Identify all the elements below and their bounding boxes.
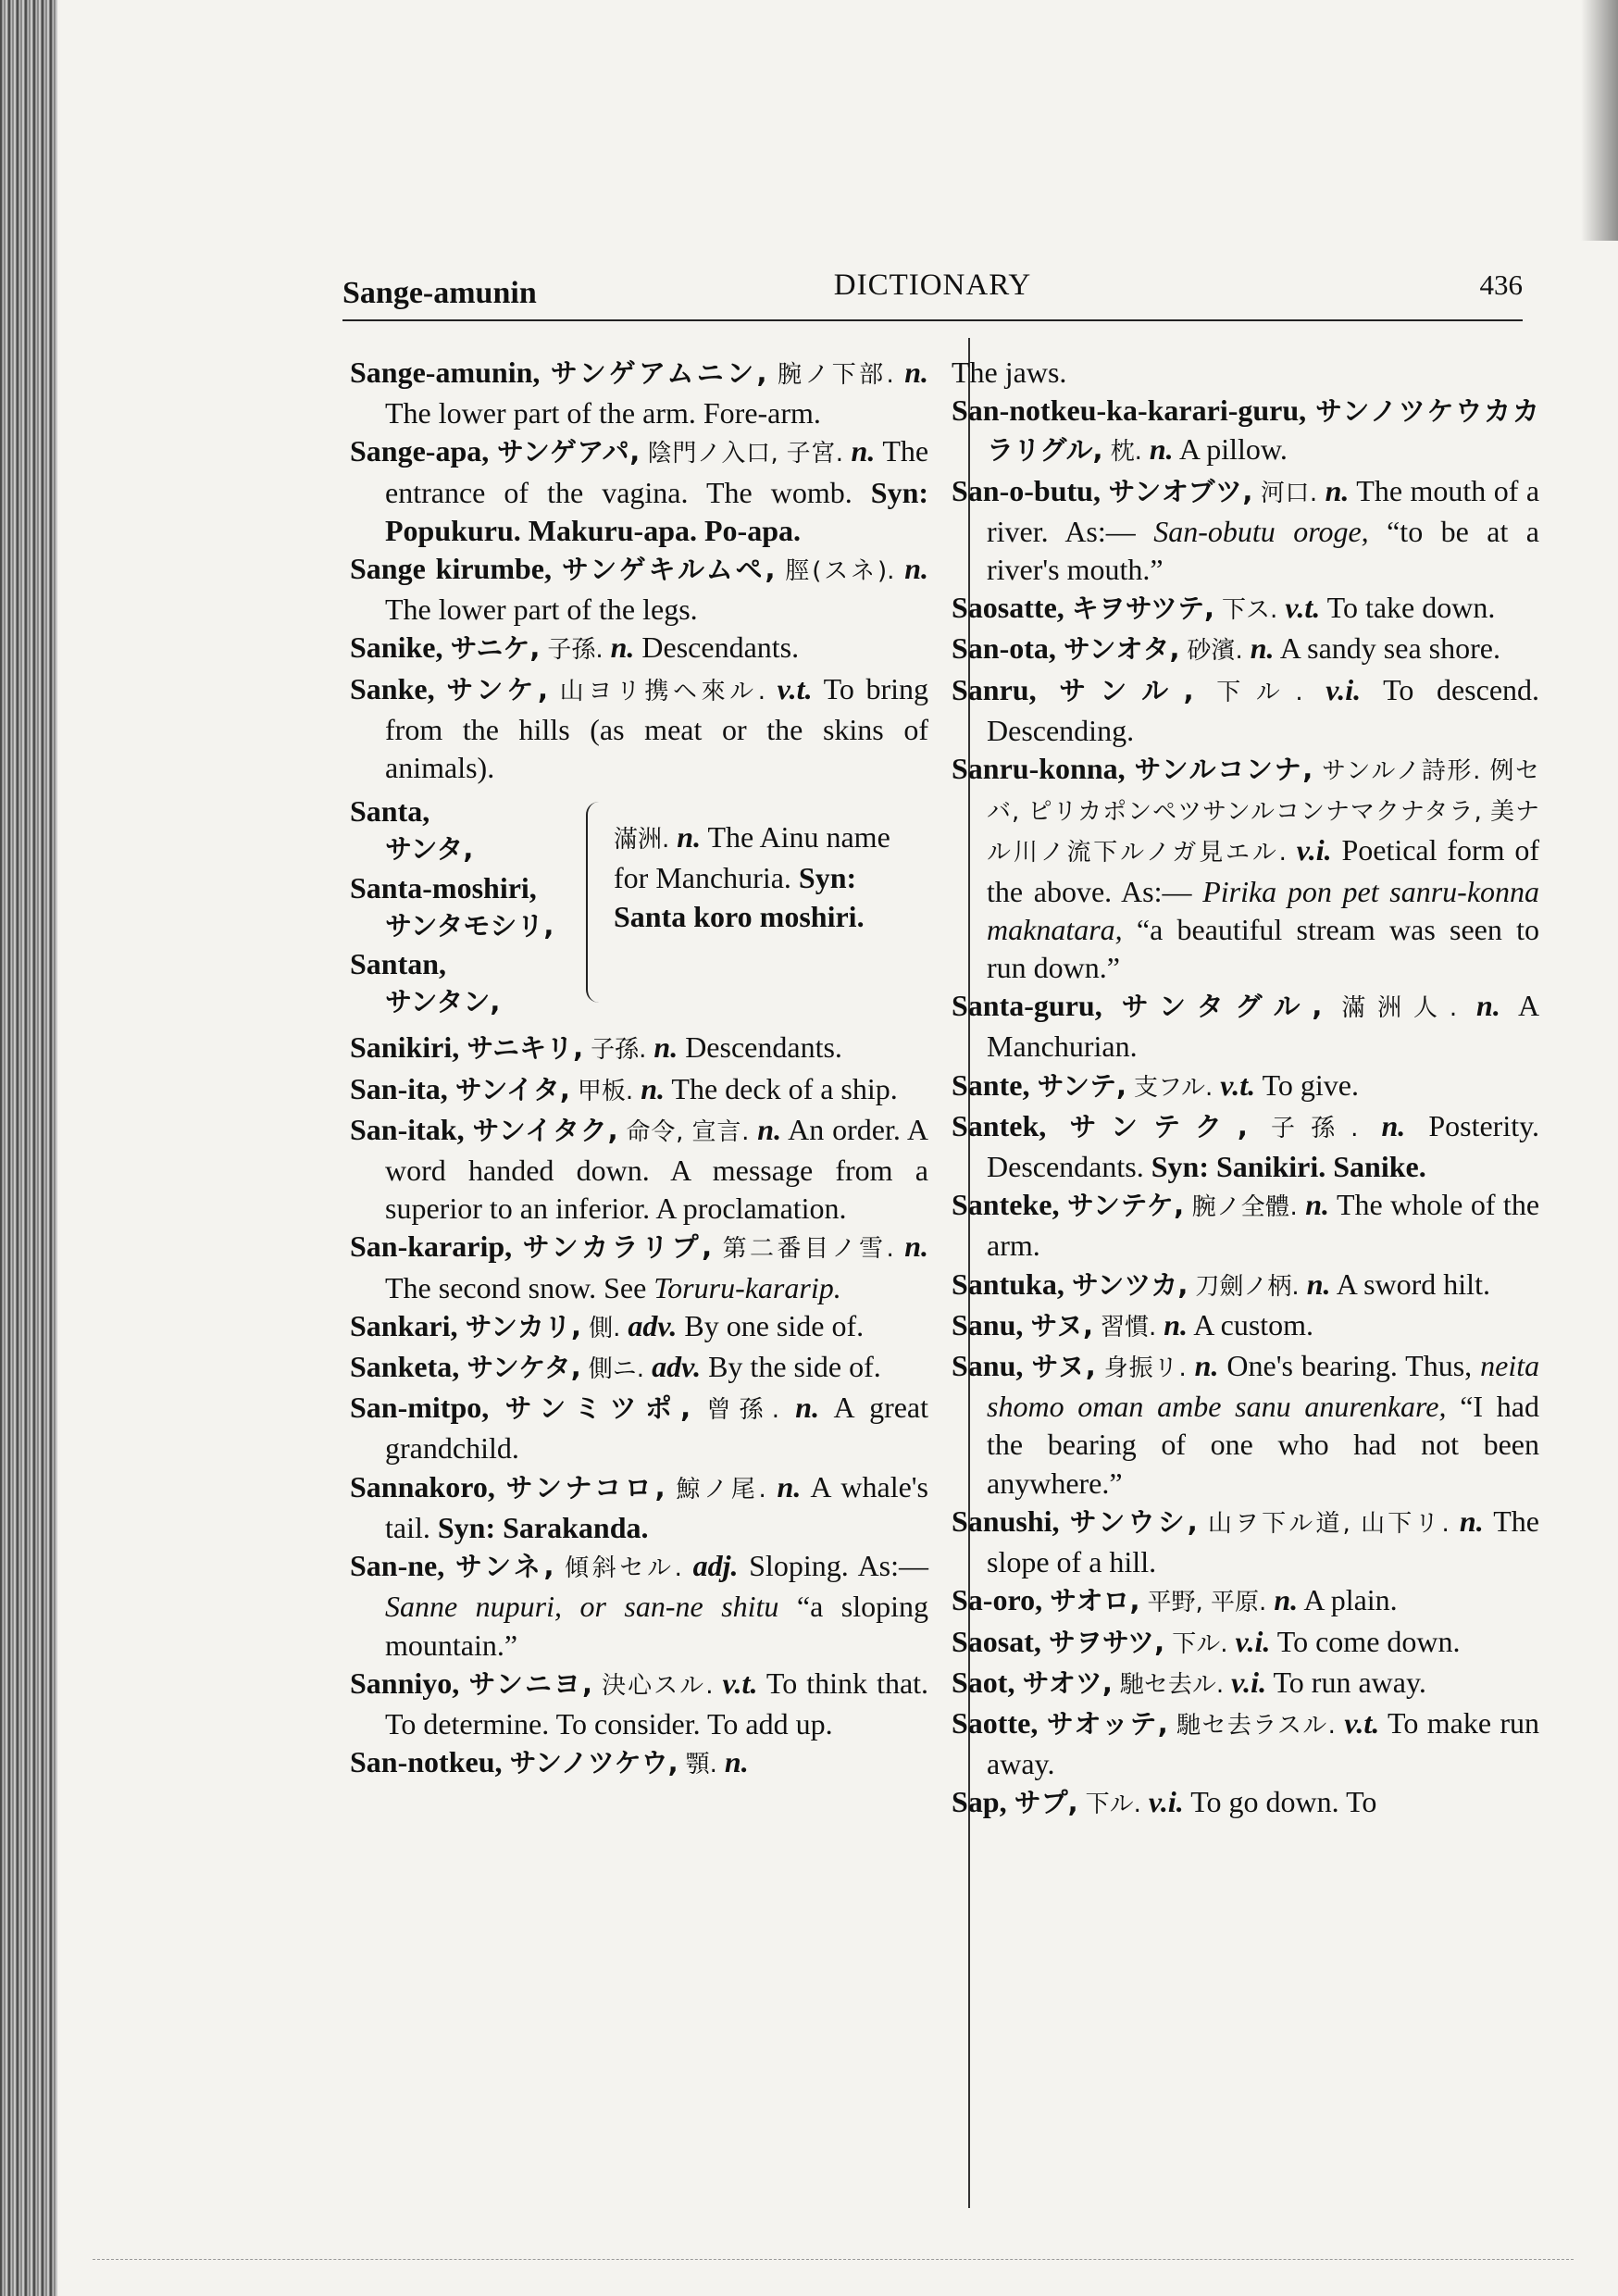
dictionary-entry [350,1029,928,1069]
entry-kana: サンカラリプ, [522,1231,713,1264]
entry-grammar: adv. [652,1350,702,1384]
entry-kana: サオロ, [1050,1585,1140,1617]
entry-gloss: 側. [589,1314,621,1342]
entry-headword: Sa-oro, [952,1583,1043,1617]
dictionary-entry [350,1468,928,1547]
entry-translation: “to be at a river's mouth.” [987,514,1539,587]
entry-definition: A custom. [1193,1307,1314,1341]
entry-gloss: 山ヨリ携ヘ來ル. [559,677,766,705]
entry-headword: Sange-amunin, [350,356,541,389]
entry-gloss: 顎. [685,1751,717,1779]
entry-syn-label: Syn: [798,861,857,895]
entry-headword: Sanike, [350,630,443,665]
entry-definition: The lower part of the arm. Fore-arm. [385,396,821,430]
entry-grammar: n. [1381,1108,1406,1142]
entry-grammar: v.i. [1148,1785,1184,1819]
entry-headword: Sante, [952,1067,1030,1102]
page-number: 436 [1479,268,1523,301]
dictionary-entry [350,1389,928,1467]
dictionary-entry [952,750,1539,987]
entry-headword: Saosatte, [952,591,1064,625]
entry-headword: Santa-moshiri, [350,870,537,905]
entry-kana: サンオブツ, [1108,475,1253,507]
dictionary-entry [952,630,1539,670]
entry-definition: To come down. [1276,1624,1461,1658]
entry-gloss: 側ニ. [588,1355,645,1384]
entry-example: Sanne nupuri, or san-ne shitu [385,1590,779,1624]
entry-grammar: v.t. [777,671,813,705]
entry-gloss: 第二番目ノ雪. [722,1235,894,1264]
entry-kana: サンゲアパ, [496,436,641,468]
dictionary-entry [952,1107,1539,1186]
entry-kana: サンイタク, [472,1114,618,1146]
entry-definition: A pillow. [1178,432,1288,467]
entry-definition: A whale's tail. [385,1469,929,1544]
entry-kana: サンル, [1059,674,1194,706]
entry-definition: A plain. [1303,1583,1398,1617]
entry-headword: Sanikiri, [350,1030,460,1065]
entry-definition: To run away. [1273,1665,1426,1699]
entry-headword: Sap, [952,1785,1007,1819]
entry-kana: サニケ, [450,632,541,665]
entry-kana: サニキリ, [467,1032,584,1065]
entry-grammar: n. [904,552,929,586]
entry-syn-label: Syn: [870,475,929,509]
entry-definition: Sloping. As:— [749,1549,929,1583]
dictionary-entry [350,1070,928,1111]
entry-grammar: n. [1274,1583,1299,1617]
entry-grammar: v.i. [1296,833,1332,867]
entry-headword: Santuka, [952,1267,1064,1301]
entry-kana: サンテケ, [1066,1190,1185,1222]
entry-grammar: v.t. [722,1666,758,1700]
entry-headword: San-kararip, [350,1229,513,1264]
entry-kana: サンゲキルムペ, [561,554,776,586]
entry-grammar: v.t. [1344,1705,1380,1740]
entry-headword: San-ota, [952,631,1056,666]
dictionary-entry [952,354,1539,392]
dictionary-entry [952,1067,1539,1107]
entry-headword: San-itak, [350,1112,465,1146]
entry-grammar: n. [641,1071,665,1105]
dictionary-entry [952,1623,1539,1664]
entry-grammar: n. [1250,631,1275,666]
entry-definition: Descendants. [685,1030,842,1065]
entry-kana: サプ, [1014,1787,1078,1819]
entry-definition: To think that. To determine. To consider. To add up. [385,1666,929,1741]
entry-kana: サンテク, [1069,1110,1248,1142]
header-guide-word: Sange-amunin [342,276,537,310]
entry-grammar: v.t. [1285,591,1321,625]
entry-definition: To take down. [1326,591,1496,625]
entry-gloss: 決心スル. [602,1671,714,1700]
entry-translation: “a beautiful stream was seen to run down.” [987,912,1540,985]
entry-gloss: 山ヲ下ル道, 山下リ. [1207,1509,1450,1538]
entry-grammar: v.t. [1220,1067,1256,1102]
entry-gloss: 枕. [1110,438,1142,467]
entry-definition: The second snow. See [385,1270,647,1304]
entry-gloss: 下ル. [1216,678,1303,706]
dictionary-entry [350,1547,928,1665]
entry-kana: サンカリ, [465,1310,582,1342]
entry-example: neita shomo oman ambe sanu anurenkare, [987,1349,1540,1424]
entry-definition: The mouth of a river. As:— [987,473,1540,548]
entry-kana: サンイタ, [454,1073,570,1105]
entry-kana: サヌ, [1030,1309,1093,1341]
entry-headword: Sanushi, [952,1504,1060,1538]
entry-translation: “a sloping mountain.” [385,1590,928,1662]
entry-grammar: n. [795,1391,820,1425]
entry-grammar: n. [1325,473,1350,507]
entry-grammar: n. [724,1745,749,1779]
entry-grammar: n. [1306,1267,1331,1301]
entry-grammar: n. [904,356,929,389]
entry-syn-label: Syn: [437,1510,496,1544]
dictionary-entry [350,1348,928,1389]
entry-kana: サンネ, [454,1551,554,1583]
dictionary-entry [350,1743,928,1784]
entry-gloss: 子孫. [591,1036,647,1065]
entry-definition: The deck of a ship. [671,1071,898,1105]
entry-gloss: 馳セ去ラスル. [1176,1711,1336,1740]
entry-gloss: 腕ノ下部. [777,361,894,389]
entry-gloss: 脛(スネ). [785,557,895,586]
entry-grammar: n. [1164,1307,1189,1341]
dictionary-entry [952,1503,1539,1581]
entry-headword: Sange-apa, [350,434,490,468]
entry-definition: To give. [1262,1067,1359,1102]
entry-gloss: 子孫. [547,636,604,665]
entry-synonyms: Popukuru. Makuru-apa. Po-apa. [385,513,801,547]
entry-kana: サヌ, [1031,1351,1096,1383]
dictionary-entry [952,671,1539,750]
entry-kana: サンケタ, [467,1352,581,1384]
entry-definition: The Ainu name for Manchuria. [614,820,890,895]
entry-gloss: 砂濱. [1187,637,1243,666]
entry-headword: Saot, [952,1665,1015,1699]
entry-definition: The whole of the arm. [987,1188,1540,1263]
dictionary-entry [952,1347,1539,1503]
header-rule [342,319,1523,321]
entry-grammar: n. [1194,1349,1219,1383]
entry-kana: サンタモシリ, [385,909,554,942]
entry-kana: サオッテ, [1046,1707,1168,1740]
entry-kana: サンオタ, [1063,633,1180,666]
entry-synonyms: Sanikiri. Sanike. [1215,1150,1426,1184]
entry-kana: サンルコンナ, [1134,754,1313,786]
group-headwords [350,792,586,1021]
entry-definition: To go down. To [1190,1785,1377,1819]
entry-synonyms: Santa koro moshiri. [614,899,865,933]
brace-icon [586,802,606,1003]
entry-headword: San-ne, [350,1549,445,1583]
entry-gloss: 下ル. [1085,1791,1141,1819]
entry-headword: Santa, [350,794,430,829]
entry-kana: サンタン, [385,986,501,1018]
dictionary-entry [952,392,1539,471]
dictionary-entry [350,1228,928,1306]
left-column [350,354,928,1784]
dictionary-entry [952,1581,1539,1622]
entry-kana: サンケ, [446,673,548,705]
entry-grammar: n. [653,1030,678,1065]
entry-example: Pirika pon pet sanru-konna maknatara, [987,874,1540,946]
entry-gloss: 子孫. [1271,1114,1359,1142]
entry-gloss: 下ル. [1172,1629,1228,1658]
entry-kana: サンナコロ, [505,1471,666,1504]
page-corner-shadow [1581,0,1618,241]
dictionary-entry [350,354,928,432]
entry-grammar: n. [1305,1188,1330,1222]
entry-definition: The entrance of the vagina. The womb. [385,434,929,509]
entry-headword: Santeke, [952,1188,1060,1222]
entry-grammar: n. [610,630,635,665]
entry-gloss: 下ス. [1222,596,1278,625]
dictionary-entry [952,987,1539,1066]
entry-syn-label: Syn: [1151,1150,1209,1184]
entry-kana: サンノツケウ, [509,1747,678,1779]
entry-headword: San-notkeu, [350,1745,503,1779]
entry-gloss: 命令, 宣言. [626,1117,750,1146]
entry-grammar: n. [904,1229,929,1264]
entry-headword: Sange kirumbe, [350,552,553,586]
entry-kana: サンタグル, [1121,991,1323,1023]
entry-headword: Sanketa, [350,1350,460,1384]
entry-kana: サンタ, [385,833,474,866]
right-column [952,354,1539,1825]
dictionary-entry [350,550,928,629]
entry-gloss: 馳セ去ル. [1119,1670,1225,1699]
entry-grammar: n. [1459,1504,1484,1538]
entry-headword: Saotte, [952,1705,1039,1740]
entry-definition: A great grandchild. [385,1391,929,1466]
entry-grammar: n. [677,820,702,855]
entry-headword: San-o-butu, [952,473,1101,507]
entry-definition: Posterity. Descendants. [987,1108,1540,1184]
dictionary-entry [952,589,1539,630]
grouped-entry-santa [350,792,928,1021]
entry-grammar: v.i. [1231,1665,1267,1699]
entry-gloss: サンルノ詩形. 例セバ, ピリカポンペツサンルコンナマクナタラ, 美ナル川ノ流下ルノガ見エル. [987,757,1540,867]
entry-gloss: 身振リ. [1103,1354,1187,1383]
entry-kana: サンゲアムニン, [550,357,767,389]
entry-example: Toruru-kararip. [653,1270,841,1304]
page-bottom-edge [93,2259,1574,2262]
dictionary-entry [350,1665,928,1743]
entry-grammar: n. [1149,432,1174,467]
entry-definition: A sandy sea shore. [1279,631,1500,666]
entry-definition: The slope of a hill. [987,1504,1539,1579]
entry-headword: Sanru-konna, [952,752,1126,786]
entry-grammar: adv. [628,1308,678,1342]
entry-headword: Saosat, [952,1624,1041,1658]
entry-kana: キヲサツテ, [1071,593,1215,625]
entry-headword: Sanke, [350,671,435,705]
dictionary-entry [952,1664,1539,1704]
entry-gloss: 滿洲. [614,826,670,855]
entry-grammar: v.i. [1326,672,1362,706]
entry-gloss: 曾孫. [706,1396,780,1425]
entry-gloss: 傾斜セル. [565,1554,682,1583]
dictionary-entry [350,670,928,788]
entry-headword: Sanru, [952,672,1037,706]
entry-kana: サオツ, [1022,1666,1113,1699]
running-header [342,268,1523,315]
dictionary-entry [952,1306,1539,1347]
dictionary-entry [350,1307,928,1348]
entry-headword: San-ita, [350,1071,448,1105]
entry-synonyms: Sarakanda. [503,1510,649,1544]
entry-definition: An order. A word handed down. A message from a superior to an inferior. A proclamation. [385,1112,928,1226]
entry-headword: Sankari, [350,1308,458,1342]
entry-gloss: 支フル. [1134,1073,1214,1102]
entry-grammar: adj. [692,1549,739,1583]
entry-definition: A Manchurian. [987,989,1540,1064]
entry-definition: One's bearing. Thus, [1226,1349,1473,1383]
entry-definition: A sword hilt. [1336,1267,1490,1301]
entry-headword: San-mitpo, [350,1391,490,1425]
entry-gloss: 陰門ノ入口, 子宮. [647,440,843,468]
dictionary-entry [952,1266,1539,1306]
entry-definition: Descendants. [641,630,800,665]
entry-kana: サヲサツ, [1048,1626,1165,1658]
entry-headword: Sannakoro, [350,1469,495,1504]
entry-translation: “I had the bearing of one who had not been anywhere.” [987,1390,1540,1500]
entry-definition: To make run away. [987,1705,1540,1781]
entry-gloss: 鯨ノ尾. [676,1475,766,1504]
entry-gloss: 平野, 平原. [1147,1589,1267,1617]
entry-definition: The jaws. [952,356,1067,389]
dictionary-entry [952,472,1539,590]
entry-kana: サンウシ, [1069,1505,1198,1538]
entry-kana: サンノツケウカカラリグル, [987,395,1539,467]
entry-kana: サンテ, [1037,1069,1127,1102]
entry-gloss: 甲板. [577,1077,634,1105]
entry-example: San-obutu oroge, [1153,514,1369,548]
entry-definition: Poetical form of the above. As:— [987,833,1539,908]
entry-definition: By one side of. [684,1308,865,1342]
entry-grammar: n. [757,1112,782,1146]
dictionary-entry [952,1186,1539,1265]
dictionary-entry [350,432,928,550]
dictionary-entry [350,629,928,669]
book-binding-edge [0,0,57,2296]
entry-gloss: 習慣. [1100,1313,1157,1341]
dictionary-entry [952,1783,1539,1824]
dictionary-entry [350,1111,928,1229]
entry-definition: To descend. Descending. [987,672,1540,747]
entry-kana: サンミツポ, [504,1392,691,1425]
entry-grammar: n. [851,434,876,468]
entry-definition: By the side of. [708,1350,881,1384]
entry-headword: Santek, [952,1108,1047,1142]
entry-grammar: n. [1476,989,1500,1023]
entry-gloss: 腕ノ全體. [1191,1193,1298,1222]
entry-kana: サンニヨ, [468,1667,593,1700]
entry-gloss: 滿洲人. [1341,994,1458,1023]
entry-headword: Santa-guru, [952,989,1102,1023]
entry-headword: Sanniyo, [350,1666,460,1700]
entry-headword: San-notkeu-ka-karari-guru, [952,393,1307,428]
entry-kana: サンツカ, [1071,1268,1189,1301]
group-definition [614,792,928,1021]
entry-definition: The lower part of the legs. [385,593,698,627]
entry-headword: Sanu, [952,1307,1024,1341]
entry-definition: To bring from the hills (as meat or the skins of animals). [385,671,929,785]
entry-headword: Sanu, [952,1349,1024,1383]
entry-grammar: v.i. [1235,1624,1271,1658]
entry-gloss: 河口. [1260,479,1318,507]
header-title: DICTIONARY [833,268,1032,302]
entry-gloss: 刀劍ノ柄. [1195,1272,1300,1301]
entry-headword: Santan, [350,947,447,981]
dictionary-entry [952,1704,1539,1783]
entry-grammar: n. [777,1469,802,1504]
